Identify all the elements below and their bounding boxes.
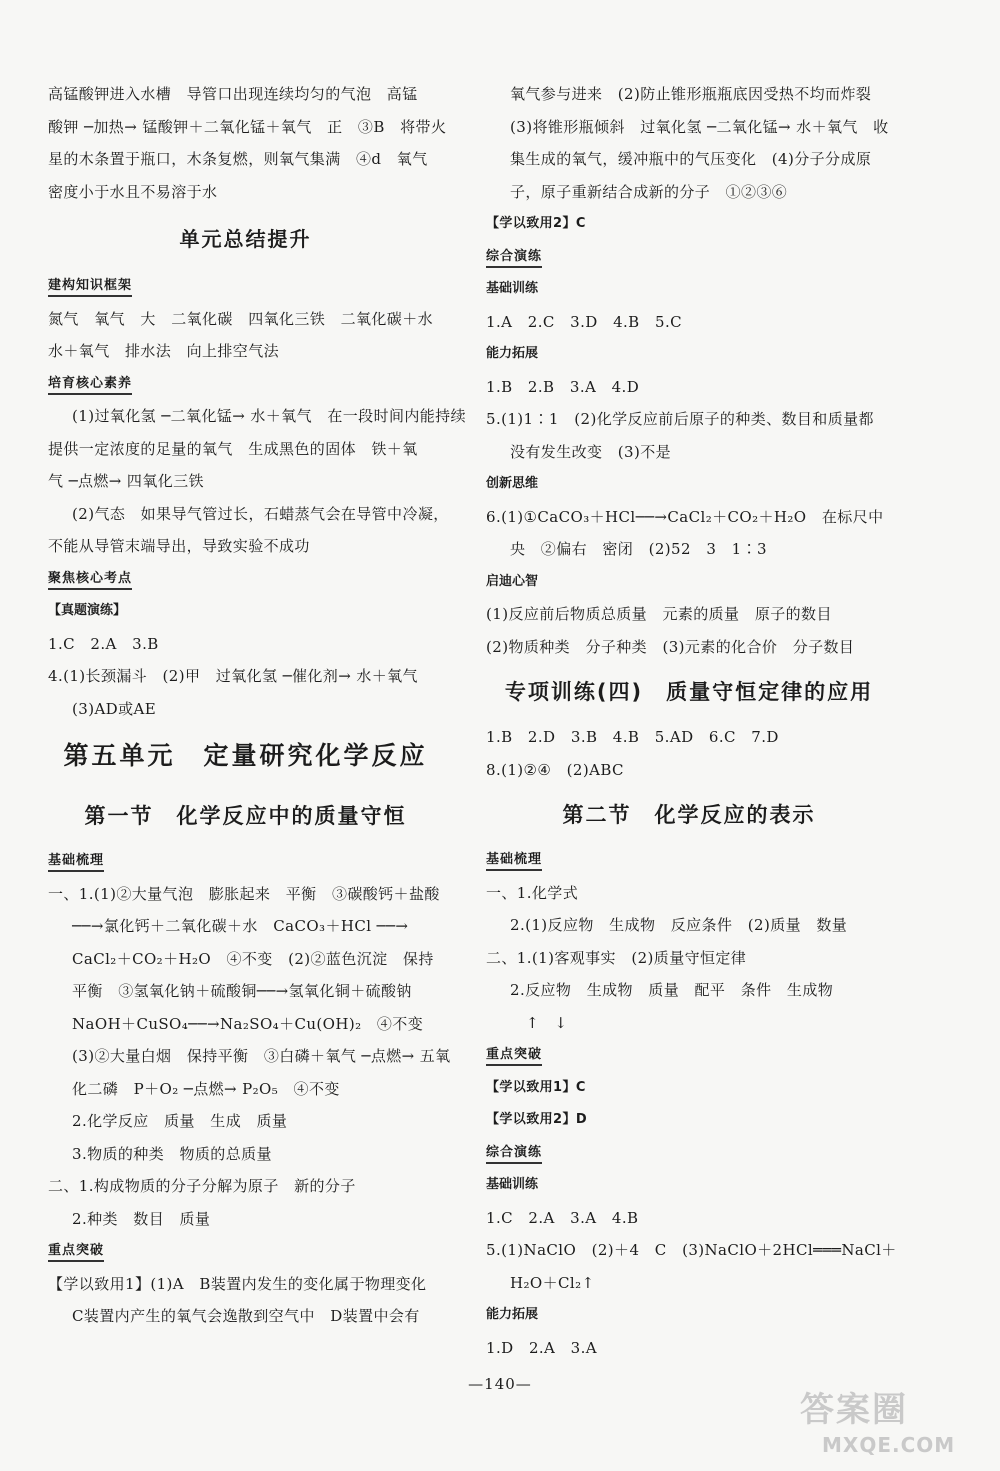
label-text: 建构知识框架 bbox=[48, 278, 132, 297]
text-line: 平衡 ③氢氧化钠＋硫酸铜──→氢氧化铜＋硫酸钠 bbox=[72, 982, 412, 1000]
answer-line: 4.(1)长颈漏斗 (2)甲 过氧化氢 ─催化剂→ 水＋氧气 bbox=[48, 667, 418, 685]
text-line: 3.物质的种类 物质的总质量 bbox=[72, 1144, 272, 1163]
answer-line: 1.C 2.A 3.B bbox=[48, 634, 159, 653]
tag-basic-training: 基础训练 bbox=[486, 281, 539, 296]
tag-real-exam: 【真题演练】 bbox=[48, 603, 127, 618]
section-label-core bbox=[48, 368, 443, 401]
label-text: 综合演练 bbox=[486, 1145, 542, 1164]
text-line: 一、1.化学式 bbox=[486, 883, 579, 902]
text-line: 密度小于水且不易溶于水 bbox=[48, 182, 218, 201]
section-label-focus bbox=[48, 563, 443, 596]
arrow-symbols: ↑ ↓ bbox=[526, 1013, 568, 1032]
section-label-synth2 bbox=[486, 1137, 892, 1170]
text-line: 水＋氧气 排水法 向上排空气法 bbox=[48, 342, 280, 360]
section-label-synth bbox=[486, 241, 892, 274]
text-line: 化二磷 P＋O₂ ─点燃→ P₂O₅ ④不变 bbox=[72, 1079, 340, 1098]
text-line: 星的木条置于瓶口，木条复燃，则氧气集满 ④d 氧气 bbox=[48, 150, 428, 168]
text-line: (3)②大量白烟 保持平衡 ③白磷＋氧气 ─点燃→ 五氧 bbox=[72, 1047, 451, 1065]
section-label-key2 bbox=[486, 1039, 892, 1072]
tag-ability: 能力拓展 bbox=[486, 346, 539, 361]
tag-inspire: 启迪心智 bbox=[486, 573, 539, 589]
section1-title: 第一节 化学反应中的质量守恒 bbox=[84, 804, 407, 828]
answer-line: (1)反应前后物质总质量 元素的质量 原子的数目 bbox=[486, 605, 832, 623]
text-line: CaCl₂＋CO₂＋H₂O ④不变 (2)②蓝色沉淀 保持 bbox=[72, 949, 434, 968]
text-line: 酸钾 ─加热→ 锰酸钾＋二氧化锰＋氧气 正 ③B 将带火 bbox=[48, 117, 447, 136]
section-label-key bbox=[48, 1235, 443, 1268]
label-text: 聚焦核心考点 bbox=[48, 571, 132, 590]
text-line: NaOH＋CuSO₄──→Na₂SO₄＋Cu(OH)₂ ④不变 bbox=[72, 1014, 424, 1033]
text-line: 提供一定浓度的足量的氧气 生成黑色的固体 铁＋氧 bbox=[48, 439, 418, 458]
text-line: (3)将锥形瓶倾斜 过氧化氢 ─二氧化锰→ 水＋氧气 收 bbox=[510, 117, 889, 136]
text-line: 一、1.(1)②大量气泡 膨胀起来 平衡 ③碳酸钙＋盐酸 bbox=[48, 884, 440, 903]
text-line: 氧气参与进来 (2)防止锥形瓶瓶底因受热不均而炸裂 bbox=[510, 85, 872, 103]
section-label-basic2 bbox=[486, 844, 892, 877]
tag-apply-1: 【学以致用1】C bbox=[486, 1079, 586, 1095]
text-line: 二、1.构成物质的分子分解为原子 新的分子 bbox=[48, 1177, 356, 1195]
text-line: 2.化学反应 质量 生成 质量 bbox=[72, 1112, 288, 1130]
tag-basic-training: 基础训练 bbox=[486, 1177, 539, 1192]
answer-line: 5.(1)NaClO (2)＋4 C (3)NaClO＋2HCl═══NaCl＋ bbox=[486, 1241, 897, 1259]
text-line: 二、1.(1)客观事实 (2)质量守恒定律 bbox=[486, 948, 747, 967]
text-line: 2.(1)反应物 生成物 反应条件 (2)质量 数量 bbox=[510, 916, 848, 934]
watermark-text: 答案圈 bbox=[800, 1390, 908, 1430]
answer-line: 1.B 2.D 3.B 4.B 5.AD 6.C 7.D bbox=[486, 728, 779, 746]
label-text: 基础梳理 bbox=[48, 853, 104, 872]
section2-title: 第二节 化学反应的表示 bbox=[562, 803, 816, 827]
text-line: 子，原子重新结合成新的分子 ①②③⑥ bbox=[510, 182, 788, 201]
section-label-basic bbox=[48, 845, 443, 878]
tag-ability: 能力拓展 bbox=[486, 1307, 539, 1322]
label-text: 基础梳理 bbox=[486, 852, 542, 871]
text-line: ──→氯化钙＋二氧化碳＋水 CaCO₃＋HCl ──→ bbox=[72, 917, 409, 935]
text-line: 不能从导管末端导出，导致实验不成功 bbox=[48, 537, 310, 555]
tag-innovation: 创新思维 bbox=[486, 476, 539, 491]
text-line: 【学以致用1】(1)A B装置内发生的变化属于物理变化 bbox=[48, 1274, 427, 1293]
section-label-build bbox=[48, 270, 443, 303]
answer-line: 1.B 2.B 3.A 4.D bbox=[486, 377, 640, 396]
answer-line: 6.(1)①CaCO₃＋HCl──→CaCl₂＋CO₂＋H₂O 在标尺中 bbox=[486, 507, 884, 526]
answer-line: (2)物质种类 分子种类 (3)元素的化合价 分子数目 bbox=[486, 637, 855, 656]
label-text: 培育核心素养 bbox=[48, 376, 132, 395]
text-line: 集生成的氧气，缓冲瓶中的气压变化 (4)分子分成原 bbox=[510, 150, 872, 168]
answer-line: H₂O＋Cl₂↑ bbox=[510, 1273, 595, 1292]
tag-apply-2: 【学以致用2】D bbox=[486, 1112, 588, 1127]
text-line: C装置内产生的氧气会逸散到空气中 D装置中会有 bbox=[72, 1307, 420, 1325]
answer-line: 1.A 2.C 3.D 4.B 5.C bbox=[486, 312, 682, 331]
right-column bbox=[486, 78, 897, 1364]
answer-line: 1.D 2.A 3.A bbox=[486, 1338, 598, 1357]
left-column bbox=[48, 78, 466, 1333]
answer-line: 1.C 2.A 3.A 4.B bbox=[486, 1208, 639, 1227]
answer-line: 央 ②偏右 密闭 (2)52 3 1∶3 bbox=[510, 540, 767, 558]
label-text: 综合演练 bbox=[486, 249, 542, 268]
label-text: 重点突破 bbox=[486, 1047, 542, 1066]
watermark-logo bbox=[800, 1388, 980, 1464]
text-line: 2.种类 数目 质量 bbox=[72, 1209, 211, 1228]
watermark-url: MXQE.COM bbox=[822, 1433, 956, 1457]
text-line: 高锰酸钾进入水槽 导管口出现连续均匀的气泡 高锰 bbox=[48, 85, 418, 103]
page-number: —140— bbox=[468, 1375, 532, 1393]
text-line: 气 ─点燃→ 四氧化三铁 bbox=[48, 472, 204, 490]
text-line: (1)过氧化氢 ─二氧化锰→ 水＋氧气 在一段时间内能持续 bbox=[72, 407, 466, 425]
answer-line: 5.(1)1∶1 (2)化学反应前后原子的种类、数目和质量都 bbox=[486, 410, 874, 428]
label-text: 重点突破 bbox=[48, 1243, 104, 1262]
text-line: 氮气 氧气 大 二氧化碳 四氧化三铁 二氧化碳＋水 bbox=[48, 309, 434, 328]
text-line: 2.反应物 生成物 质量 配平 条件 生成物 bbox=[510, 981, 834, 999]
answer-line: 没有发生改变 (3)不是 bbox=[510, 442, 672, 461]
special-training-title: 专项训练(四) 质量守恒定律的应用 bbox=[504, 680, 874, 704]
text-line: (2)气态 如果导气管过长，石蜡蒸气会在导管中冷凝， bbox=[72, 504, 449, 523]
tag-apply-2: 【学以致用2】C bbox=[486, 216, 586, 231]
unit5-title: 第五单元 定量研究化学反应 bbox=[63, 741, 428, 770]
answer-line: 8.(1)②④ (2)ABC bbox=[486, 760, 624, 779]
answer-line: (3)AD或AE bbox=[72, 699, 157, 718]
unit-summary-title: 单元总结提升 bbox=[179, 227, 312, 251]
